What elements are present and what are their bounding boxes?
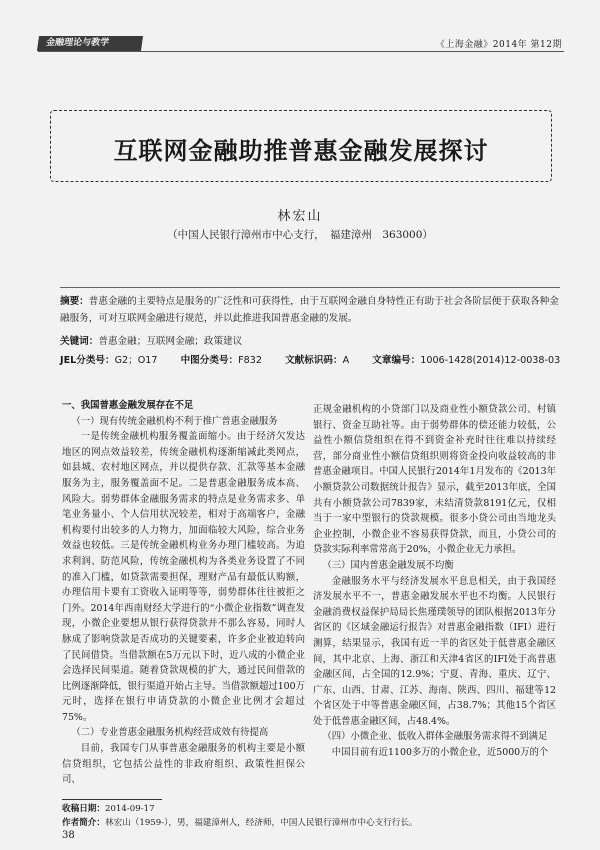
article-number [372,355,570,366]
section-heading: 一、我国普惠金融发展存在不足 [62,400,194,411]
jel-code [60,355,168,366]
subsection-heading: （二）专业普惠金融服务机构经营成效有待提高 [71,727,269,739]
doc-label: 文献标识码： [285,355,343,366]
abstract-rule [60,287,560,288]
body-paragraph: 金融服务水平与经济发展水平息息相关，由于我国经济发展水平不一，普惠金融发展水平也不均衡。人民银行金融消费权益保护局局长焦瑾璞领导的团队根据2013年分省区的《区域金融运行报告》对普惠金融指数（IFI）进行测算，结果显示，我国有近一半的省区处于低普惠金融区间，其中北京、上海、浙江和天津4省区的IFI处于高普惠金融区间，占全国的12.9%；宁夏、青海、重庆、辽宁、广东、山西、甘肃、江苏、海南、陕西、四川、福建等12个省区处于中等普惠金融区间，占38.7%；其他15个省区处于低普惠金融区间，占48.4%。 [313,575,556,727]
clc-value: F832 [238,355,262,366]
clc-label: 中图分类号： [180,355,239,366]
author-bio-label: 作者简介： [62,818,105,828]
abstract [60,293,560,327]
body-column-left [62,398,305,788]
body-paragraph: 正规金融机构的小贷部门以及商业性小额贷款公司、村镇银行、资金互助社等。由于弱势群体的偿还能力较低，公益性小额信贷组织在得不到资金补充时往往难以持续经营，部分商业性小额信贷组织则将资金投向收益较高的非普惠金融项目。中国人民银行2014年1月发布的《2013年小额贷款公司数据统计报告》显示，截至2013年底，全国共有小额贷款公司7839家，未结清贷款8191亿元，仅相当于一家中型银行的贷款规模。很多小贷公司由当地龙头企业控制，小微企业不容易获得贷款，而且，小贷公司的贷款实际利率常常高于20%，小微企业无力承担。 [313,404,556,556]
keywords-text: 普惠金融；互联网金融；政策建议 [98,336,243,347]
clc-code [181,355,272,366]
author-name: 林宏山 [277,209,323,224]
header-rule [38,51,564,52]
doc-value: A [342,355,350,366]
jel-label: JEL分类号： [60,355,115,366]
doc-code [285,355,359,366]
abstract-text: 普惠金融的主要特点是服务的广泛性和可获得性，由于互联网金融自身特性正有助于社会各阶层便于获取各种金融服务，可对互联网金融进行规范，并以此推进我国普惠金融的发展。 [60,296,559,324]
title-frame [50,110,552,182]
subsection-heading: （一）现有传统金融机构不利于推广普惠金融服务 [71,415,278,427]
jel-value: G2；O17 [114,355,158,366]
page-number: 38 [62,830,75,841]
body-column-right [313,402,556,761]
keywords-label: 关键词： [60,336,99,347]
author-affiliation: （中国人民银行漳州市中心支行， 福建漳州 363000） [167,229,433,241]
journal-header: 《上海金融》2014年 第12期 [435,40,562,50]
body-paragraph: 中国目前有近1100多万的小微企业，近5000万的个 [331,747,549,759]
subsection-heading: （四）小微企业、低收入群体金融服务需求得不到满足 [322,731,548,743]
keywords [60,333,560,347]
subsection-heading: （三）国内普惠金融发展不均衡 [322,559,454,571]
article-label: 文章编号： [372,355,421,366]
section-tag: 金融理论与教学 [37,36,143,51]
article-title: 互联网金融助推普惠金融发展探讨 [113,137,489,165]
body-paragraph: 一是传统金融机构服务覆盖面缩小。由于经济欠发达地区的网点效益较差，传统金融机构逐渐缩减此类网点，如县城、农村地区网点，并以提供存款、汇款等基本金融服务为主，服务覆盖面不足。二是普惠金融服务成本高、风险大。弱势群体金融服务需求的特点是业务需求多、单笔业务量小、个人信用状况较差，相对于高端客户，金融机构要付出较多的人力物力，加面临较大风险，综合业务效益也较低。三是传统金融机构业务办理门槛较高。为追求利润、防范风险，传统金融机构为各类业务设置了不同的准入门槛，如贷款需要担保，理财产品有最低认购额，办理信用卡要有工资收入证明等等，弱势群体往往被拒之门外。2014年西南财经大学进行的“小微企业指数”调查发现，小微企业要想从银行获得贷款并不那么容易，同时人脉成了影响贷款是否成功的关键要素，许多企业被迫转向了民间借贷。当借款额在5万元以下时，近八成的小微企业会选择民间渠道。随着贷款规模的扩大，通过民间借款的比例逐渐降低，银行渠道开始占主导。当借款额超过100万元时，选择在银行申请贷款的小微企业比例才会超过75%。 [62,431,305,723]
footnote-received [62,802,552,814]
received-label: 收稿日期： [62,804,105,814]
received-date: 2014-09-17 [104,804,155,814]
article-value: 1006-1428(2014)12-0038-03 [420,355,561,366]
classification-line [60,352,560,366]
abstract-label: 摘要： [60,296,89,307]
author-bio: 林宏山（1959-），男，福建漳州人，经济师，中国人民银行漳州市中心支行行长。 [104,818,418,828]
footnote-rule [62,799,162,800]
footnote-author [62,816,552,828]
body-paragraph: 目前，我国专门从事普惠金融服务的机构主要是小额信贷组织，它包括公益性的非政府组织、政策性担保公司、 [62,743,305,786]
